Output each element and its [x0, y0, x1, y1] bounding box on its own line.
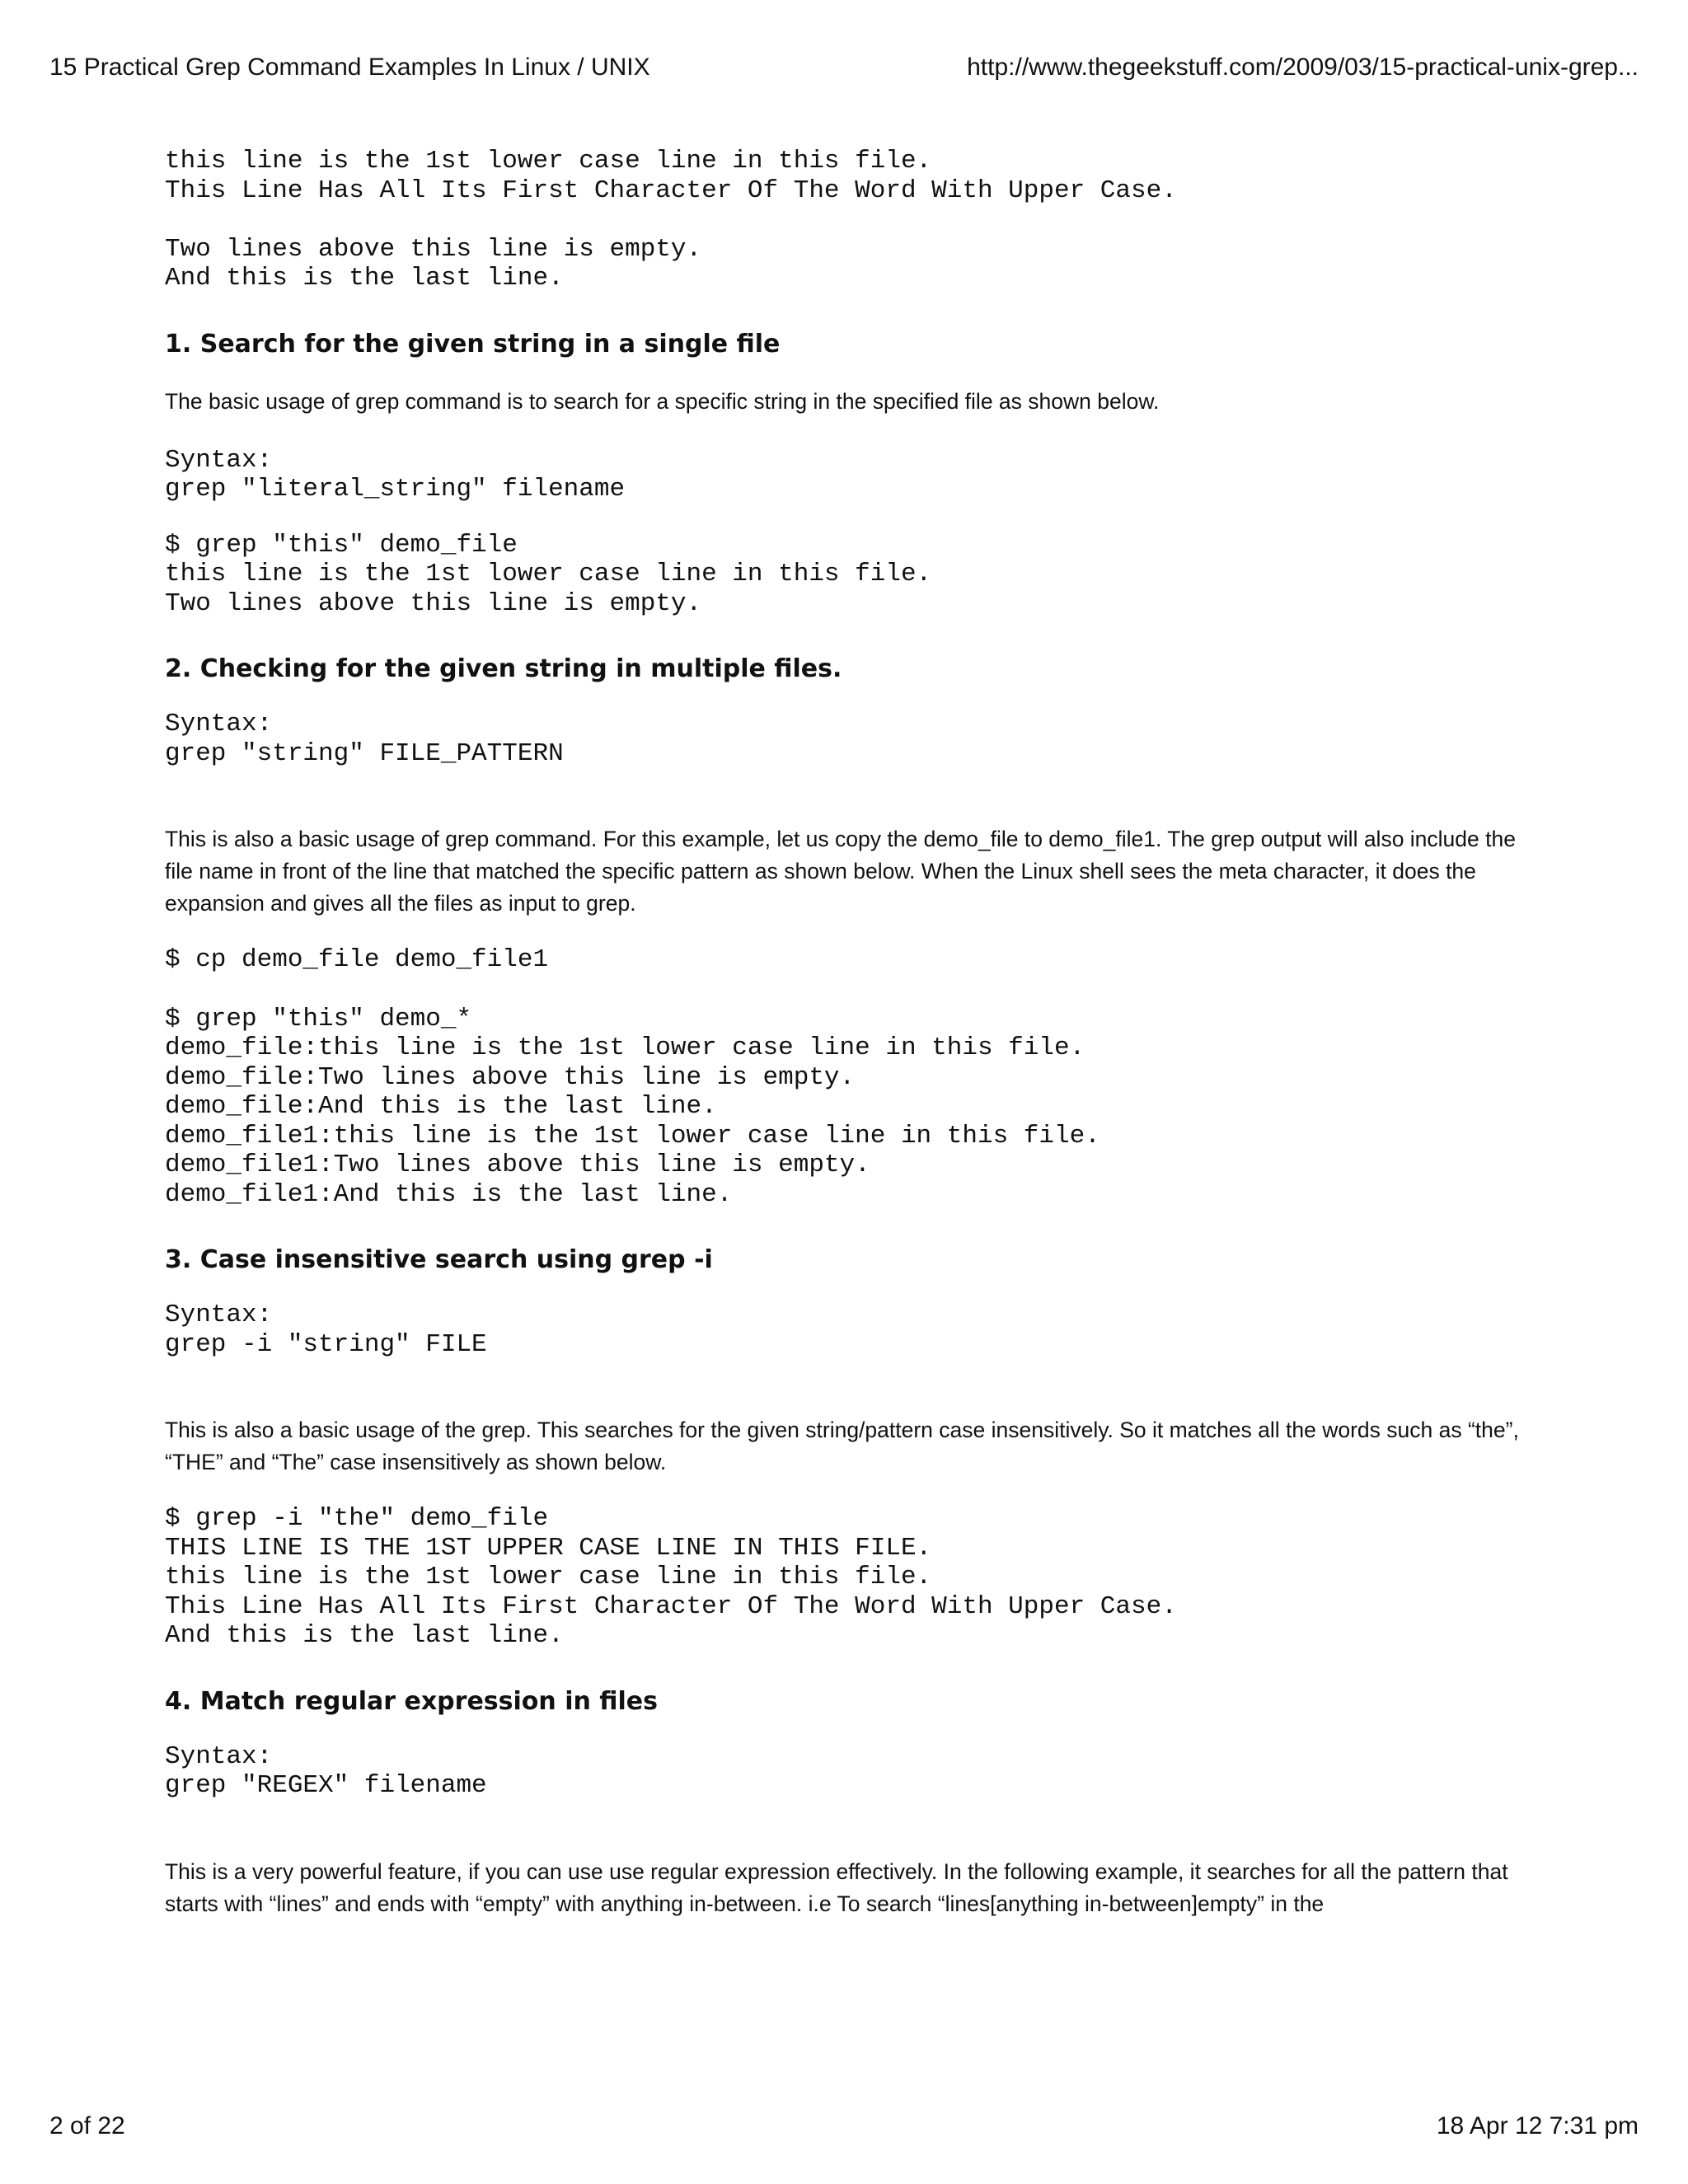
section-2-syntax: Syntax: grep "string" FILE_PATTERN [165, 710, 564, 768]
section-1-paragraph: The basic usage of grep command is to search for a specific string in the specified file as shown below. [165, 388, 1160, 414]
section-3-example: $ grep -i "the" demo_file THIS LINE IS THE 1ST UPPER CASE LINE IN THIS FILE. this line is the 1st lower case line in this file. This Line Has All Its First Character Of The Word With Upper Case. And this is the last line. [165, 1504, 1177, 1650]
section-heading-3: 3. Case insensitive search using grep -i [165, 1245, 713, 1274]
article-body [165, 147, 1533, 1920]
section-heading-1: 1. Search for the given string in a single file [165, 329, 781, 359]
section-heading-4: 4. Match regular expression in files [165, 1686, 659, 1716]
print-timestamp: 18 Apr 12 7:31 pm [1436, 2112, 1639, 2139]
page-header-url: http://www.thegeekstuff.com/2009/03/15-practical-unix-grep... [967, 54, 1639, 81]
code-block-demo-file: this line is the 1st lower case line in this file. This Line Has All Its First Character Of The Word With Upper Case. Two lines above this line is empty. And this is the last line. [165, 147, 1177, 293]
section-3-syntax: Syntax: grep -i "string" FILE [165, 1301, 487, 1359]
section-3-paragraph: This is also a basic usage of the grep. This searches for the given string/pattern case insensitively. So it matches all the words such as “the”, “THE” and “The” case insensitively as shown below. [165, 1418, 1519, 1474]
page-number: 2 of 22 [49, 2112, 125, 2139]
section-4-syntax: Syntax: grep "REGEX" filename [165, 1741, 487, 1800]
page-header-title: 15 Practical Grep Command Examples In Linux / UNIX [49, 54, 650, 81]
section-1-syntax: Syntax: grep "literal_string" filename [165, 445, 626, 504]
section-heading-2: 2. Checking for the given string in multiple files. [165, 654, 842, 683]
section-1-example: $ grep "this" demo_file this line is the 1st lower case line in this file. Two lines above this line is empty. [165, 530, 932, 618]
section-2-example-copy: $ cp demo_file demo_file1 [165, 945, 549, 974]
section-2-paragraph: This is also a basic usage of grep command. For this example, let us copy the demo_file to demo_file1. The grep output will also include the file name in front of the line that matched the specific pattern as shown below. When the Linux shell sees the meta character, it does the expansion and gives all the files as input to grep. [165, 827, 1516, 916]
section-4-paragraph: This is a very powerful feature, if you can use use regular expression effectively. In the following example, it searches for all the pattern that starts with “lines” and ends with “empty” with anything in-between. i.e To search “lines[anything in-between]empty” in the [165, 1858, 1508, 1916]
section-2-example-grep: $ grep "this" demo_* demo_file:this line is the 1st lower case line in this file. demo_file:Two lines above this line is empty. demo_file:And this is the last line. demo_file1:this line is the 1st lower case line in this file. demo_file1:Two lines above this line is empty. demo_file1:And this is the last line. [165, 1004, 1100, 1209]
